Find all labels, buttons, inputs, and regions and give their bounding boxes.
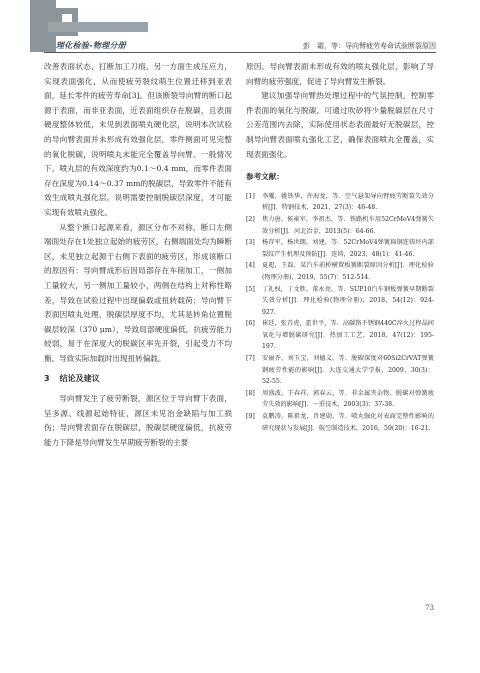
section-heading [44,372,232,387]
reference-text: 杨存军，杨世朗，刘建，等．52CrMoV4弹簧扁钢连铸坯内部裂纹产生机理及预防[J]．连铸，2023，48(1)：41-46. [262,239,434,258]
reference-text: 焦力唐，候雍军，李祖杰，等．铁路机车用52CrMoV4弹簧失效分析[J]．河北冶金，2013(5)：64-66. [262,215,434,235]
reference-index: [9] [246,413,255,421]
header-rule [44,52,436,53]
reference-index: [2] [246,215,255,223]
reference-list [246,191,434,434]
paragraph: 原因。导向臂表面未形成有效的喷丸强化层，影响了导向臂的疲劳强度，促进了导向臂发生断裂。 [246,62,434,86]
reference-text: 丁礼权，丁文胜，董永亮，等．SUP10汽车钢板弹簧早期断裂失效分析[J]．理化检验(物理分册)，2018，54(12)：924-927. [262,285,434,316]
page-number: 73 [425,604,434,612]
reference-index: [6] [246,320,255,328]
reference-item [246,237,434,260]
reference-item [246,260,434,283]
reference-item [246,411,434,434]
reference-index: [3] [246,239,255,247]
left-column [44,60,232,450]
reference-item [246,353,434,388]
paragraph: 建议加强导向臂热处理过程中的气氛控制，控制零件表面的氧化与脱碳，可通过吹砂将少量脱碳层在尺寸公差范围内去除，实际使用状态表面最好无脱碳层，控制导向臂表面喷丸强化工艺，确保表面喷丸全覆盖，实现表面强化。 [246,91,434,159]
reference-item [246,191,434,214]
paragraph: 导向臂发生了疲劳断裂，源区位于导向臂下表面，呈多源、线源起始特征，源区未见冶金缺陷与加工损伤；导向臂表面存在脱碳层，脱碳层硬度偏低，抗疲劳能力下降是导向臂发生早期疲劳断裂的主要 [44,394,232,447]
running-title: 彭 霜，等：导向臂疲劳寿命试验断裂原因 [303,42,436,50]
reference-item [246,388,434,411]
logo-bar [48,22,148,32]
reference-text: 周盛波，王春祥，郭春云，等．非金属夹杂物、脱碳对弹簧疲劳失效的影响[J]．一重技术，2003(3)：37-38. [262,389,434,409]
right-column [246,60,434,434]
section-title: 结论及建议 [59,374,100,384]
reference-index: [4] [246,262,255,270]
reference-index: [5] [246,285,255,293]
reference-item [246,318,434,353]
journal-name: 理化检验-物理分册 [56,41,127,50]
reference-item [246,284,434,319]
reference-text: 安丽乔，刘玉宝，刘德义，等．脱碳深度对60Si2CrVAT弹簧钢疲劳性能的影响[J]．大连交通大学学报，2009，30(3)：52-55. [262,355,434,386]
paragraph: 从整个断口起源来看，源区分布不对称，断口左侧端面处存在1处独立起始的疲劳区，右侧端面处均为瞬断区，未见独立起源于右侧下表面的疲劳区，形成该断口的原因有：导向臂成形后因局部存在车削加工，一侧加工量较大，另一侧加工量较小，两侧在结构上对称性略差，导致在试验过程中出现偏载或扭转载荷；导向臂下表面因喷丸处理，脱碳层厚度不均，尤其是转角位置脱碳层较深（370 μm），导致局部硬度偏低，抗疲劳能力较弱，易于在深度大的脱碳区率先开裂，引起受力不均衡，导致实际加载时出现扭转偏载。 [44,222,232,363]
reference-text: 李曜，姚铁华，许海龙，等．空气悬架导向臂疲劳断裂失效分析[J]．特钢技术，2021，27(3)：46-48. [262,192,434,212]
reference-index: [7] [246,355,255,363]
reference-text: 袁鹏涛，陈祖龙，肖建勋，等．喷丸强化对表面完整性影响的研究现状与发展[J]．航空制造技术，2016，59(20)：16-21. [262,413,434,432]
reference-text: 崔廷，张青虎，霍世平，等．高碳铬不锈钢440C淬火过程晶间氧化与增脱碳研究[J]．热加工工艺，2018，47(12)：195-197. [262,320,434,351]
reference-index: [8] [246,389,255,397]
paragraph: 改善表面状态，打断加工刀痕，另一方面生成压应力，实现表面强化，从而使疲劳裂纹萌生位置迁移到亚表面，延长零件的疲劳寿命[3]。但该断裂导向臂的断口起源于表面，而非亚表面，近表面组织存在脱碳，且表面硬度整体较低，未见到表面喷丸硬化层，说明本次试验的导向臂表面并未形成有效强化层，零件侧面可见完整的氧化脱碳，说明喷丸未能完全覆盖导向臂。一般情况下，喷丸层的有效深度约为0.1～0.4 mm，而零件表面存在深度为0.14～0.37 mm的脱碳层，导致零件不能有效生成喷丸强化层。说明需要控制脱碳层深度，才可能实现有效喷丸强化。 [44,62,232,217]
page-header [0,0,480,52]
references-heading: 参考文献： [246,172,284,182]
reference-item [246,214,434,237]
reference-index: [1] [246,192,255,200]
section-number: 3 [44,374,50,384]
reference-text: 夏彪，王磊．某汽车前桥横置板簧断裂原因分析[J]．理化检验(物理分册)，2019，55(7)：512-514. [262,262,434,281]
